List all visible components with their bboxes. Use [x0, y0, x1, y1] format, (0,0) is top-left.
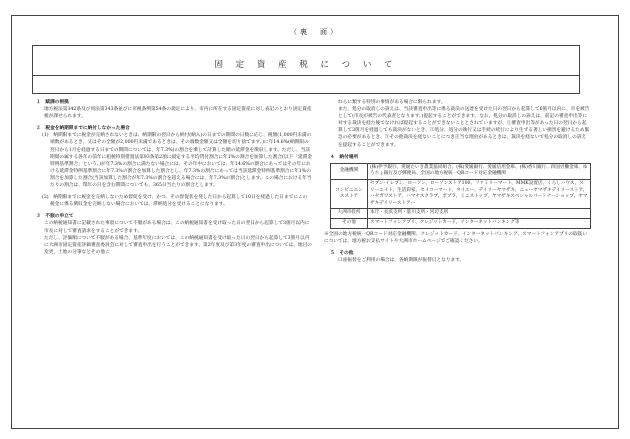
table-key: コンビニエンスストア — [331, 179, 368, 208]
side-label: （裏 面） — [290, 28, 340, 36]
section-4-heading: ４ 納付場所 — [330, 154, 359, 160]
table-row — [331, 163, 591, 179]
left-column — [30, 99, 312, 256]
page-title: 固 定 資 産 税 に つ い て — [214, 60, 398, 70]
table-value: スマートフォンアプリ、クレジットカード、インターネットバンキング等 — [368, 218, 591, 228]
section-3-heading: ３ 不服の申立て — [36, 214, 74, 220]
right-column — [324, 99, 590, 264]
table-value: (株)伊予銀行、愛媛たいき農業協同組合、(株)愛媛銀行、愛媛信用金庫、(株)香川銀行、四国労働金庫、ゆうちょ銀行及び郵便局、全国の地方税統一QRコード対応金融機関 — [368, 163, 591, 179]
payment-note: ※全国の地方税統一QRコード対応金融機関、クレジットカード、インターネットバンキング、スマートフォンアプリの取扱いについては、地方税お支払サイトや大洲市ホームページでご確認ください。 — [324, 231, 588, 244]
table-row — [331, 179, 591, 208]
section-2-item-1: (1) 納期限までに税金が完納されないときは、納期限の翌日から納付(納入)の日までの期間の日数に応じ、税額(1,000円未満の端数があるとき、又はその全額が2,000円未満であるときは、その端数金額又は全額を切り捨てます。)に年14.6%(納期限の翌日から1月を経過する日までの期間については、年7.3%)の割合を乗じて計算した額の延滞金を徴収します。ただし、当該期間の属する各年の前年に租税特別措置法第93条第2項に規定する平均貸付割合に年1%の割合を加算した割合(以下「延滞金特例基準割合」という。)が年7.3%の割合に満たない場合には、その年中においては、年14.6%の割合にあってはその年における延滞金特例基準割合に年7.3%の割合を加算した割合とし、年7.3%の割合にあっては当該延滞金特例基準割合に年1%の割合を加算した割合(当該加算した割合が年7.3%の割合を超える場合には、年7.3%の割合)とします。この場合における年当たりの割合は、閏年の日を含む期間についても、365日当たりの割合とします。 — [42, 133, 312, 189]
section-5-heading: ５ その他 — [330, 250, 354, 256]
title-divider — [33, 75, 579, 76]
title-box — [32, 45, 580, 94]
continuation-para-1: れらに類する特別の事情がある場合に限られます。 — [338, 100, 446, 105]
continuation-para-2: また、処分の取消しの訴えは、当該審査申出等に係る裁決の送達を受けた日の翌日から起算して6箇月以内に、市を被告として(市長が被告の代表者となります。)提起することができます。なお、処分の取消しの訴えは、前記の審査申出等に対する裁決を経た後でなければ提起することができないこととされていますが、①審査申出等があった日の翌日から起算して3箇月を経過しても裁決がないとき、②処分、処分の執行又は手続の続行により生ずる著しい損害を避けるため緊急の必要があるとき、③その他裁決を経ないことにつき正当な理由があるときは、裁決を経ないで処分の取消しの訴えを提起することができます。 — [338, 107, 590, 148]
table-row — [331, 218, 591, 228]
table-value: 本庁・長浜支所・肱川支所・河辺支所 — [368, 209, 591, 219]
table-key: 大洲市役所 — [331, 209, 368, 219]
section-1-body: 地方税法第342条及び同法第343条並びに市税条例第54条の規定により、市内に所在する固定資産に対し表記のとおり固定資産税が課せられます。 — [44, 107, 312, 120]
section-2-item-2: (2) 納期限までに税金を完納しないため督促を受け、かつ、その督促状を発した日から起算して10日を経過した日までにこの税金に係る徴収金を完納しない場合においては、滞納処分を受けることになります。 — [42, 195, 308, 208]
table-value: セブン-イレブン、ローソン、ローソンストア100、ファミリーマート、MMK設置店、くらしハウス、スリーエイト、生活彩家、セイコーマート、タイエー、デイリーヤマザキ、ニューヤマザキデイリーストア、ハセガワストア、ハマナスクラブ、ポプラ、ミニストップ、ヤマザキスペシャルパートナーショップ、ヤマザキデイリーストアー — [368, 179, 591, 208]
section-1-heading: １ 賦課の根拠 — [36, 100, 69, 105]
section-2-heading: ２ 税金を納期限までに納付しなかった場合 — [36, 126, 130, 132]
table-row — [331, 209, 591, 219]
section-3-para-2: ただし、評価額について不服がある場合、基準年度においては、この納税通知書を受け取った日の翌日から起算して3箇月以内に大洲市固定資産評価審査委員会に対して審査申出を行うことができます。第2年度及び第3年度の審査申出については、地目の変更、土地の分筆などその他こ — [44, 235, 312, 255]
section-3-para-1: この納税通知書に記載された事項について不服がある場合は、この納税通知書を受け取った日の翌日から起算して3箇月以内に市長に対して審査請求をすることができます。 — [44, 221, 310, 234]
table-key: その他 — [331, 218, 368, 228]
payment-locations-table — [330, 163, 591, 229]
table-key: 金融機関 — [331, 163, 368, 179]
section-5-body: 口座振替をご利用の場合は、各納期限が振替日となります。 — [338, 257, 465, 263]
